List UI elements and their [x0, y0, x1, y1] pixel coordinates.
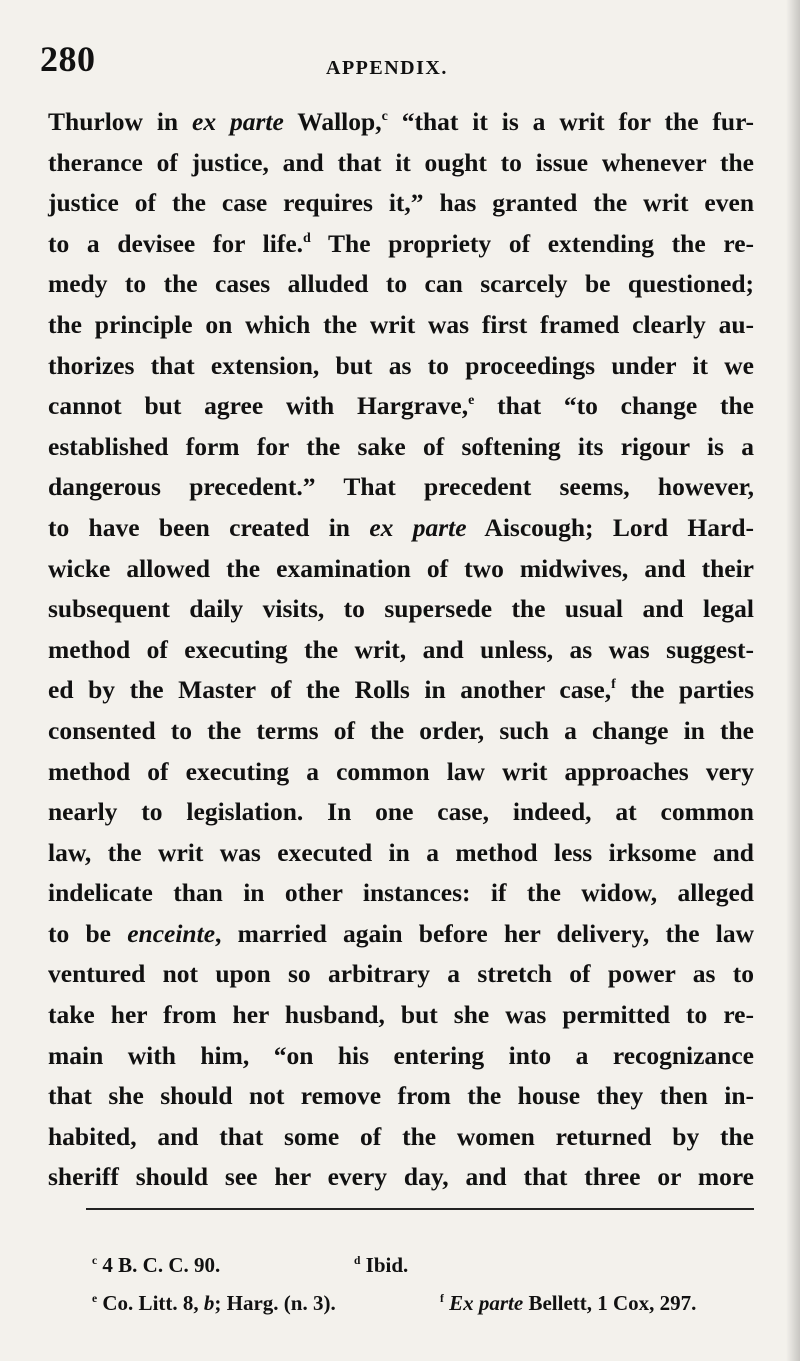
footnote-c: [92, 1246, 354, 1284]
text-line: [48, 873, 754, 914]
text-line: [48, 792, 754, 833]
text-run: justice of the case requires it,” has granted the writ even: [48, 188, 754, 218]
text-run: sheriff should see her every day, and that three or more: [48, 1162, 754, 1192]
footnote-d: [354, 1246, 408, 1284]
text-run: subsequent daily visits, to supersede the usual and legal: [48, 594, 754, 624]
footnote-text: [449, 1291, 696, 1315]
footnote-e: [92, 1284, 440, 1322]
text-line: [48, 914, 754, 955]
page-number: 280: [40, 39, 96, 79]
text-run: The propriety of extending the re-: [310, 228, 754, 258]
text-run: ventured not upon so arbitrary a stretch of power as to: [48, 959, 754, 989]
footnote-text: 4 B. C. C. 90.: [102, 1253, 221, 1277]
italic-run: enceinte: [127, 918, 216, 948]
text-line: [48, 995, 754, 1036]
footnote-rule: [86, 1208, 754, 1210]
text-run: consented to the terms of the order, such a change in the: [48, 715, 754, 745]
footnote-line-1: [92, 1246, 696, 1284]
text-run: thorizes that extension, but as to proceedings under it we: [48, 350, 754, 380]
text-line: [48, 305, 754, 346]
text-line: [48, 427, 754, 468]
text-run: established form for the sake of softening its rigour is a: [48, 431, 754, 461]
text-line: [48, 183, 754, 224]
text-run: “that it is a writ for the fur-: [387, 107, 754, 136]
text-line: [48, 711, 754, 752]
text-run: that “to change the: [474, 391, 754, 421]
text-run: method of executing the writ, and unless, as was suggest-: [48, 634, 754, 664]
footnote-mark: d: [354, 1254, 361, 1267]
text-run: the principle on which the writ was first framed clearly au-: [48, 309, 754, 339]
text-line: [48, 589, 754, 630]
text-line: [48, 1076, 754, 1117]
text-line: [48, 1157, 754, 1198]
text-run: ed by the Master of the Rolls in another case,: [48, 675, 612, 705]
text-run: cannot but agree with Hargrave,: [48, 391, 469, 421]
text-line: [48, 954, 754, 995]
text-line: [48, 549, 754, 590]
footnotes: [92, 1246, 696, 1322]
text-run: nearly to legislation. In one case, indeed, at common: [48, 797, 754, 827]
text-line: [48, 1036, 754, 1077]
footnote-ref: e: [468, 393, 475, 409]
text-line: [48, 752, 754, 793]
text-line: [48, 670, 754, 711]
text-run: ; Harg. (n. 3).: [214, 1291, 336, 1315]
text-run: main with him, “on his entering into a recognizance: [48, 1040, 754, 1070]
text-run: medy to the cases alluded to can scarcely be questioned;: [48, 269, 754, 299]
text-line: [48, 224, 754, 265]
text-line: [48, 102, 754, 143]
text-line: [48, 508, 754, 549]
text-run: take her from her husband, but she was permitted to re-: [48, 1000, 754, 1030]
footnote-line-2: [92, 1284, 696, 1322]
italic-run: ex parte: [369, 512, 467, 542]
text-line: [48, 1117, 754, 1158]
footnote-ref: d: [303, 230, 311, 246]
text-line: [48, 143, 754, 184]
italic-run: b: [203, 1291, 215, 1315]
text-line: [48, 833, 754, 874]
text-line: [48, 264, 754, 305]
text-run: Aiscough; Lord Hard-: [466, 512, 754, 542]
text-run: to have been created in: [48, 512, 370, 542]
footnote-text: [102, 1291, 335, 1315]
footnote-ref: f: [611, 677, 616, 693]
footnote-f: [440, 1284, 696, 1322]
body-text: [48, 102, 754, 1198]
italic-run: Ex parte: [449, 1291, 524, 1315]
page-edge-shadow: [786, 0, 800, 1361]
footnote-mark: e: [92, 1292, 98, 1305]
text-run: Co. Litt. 8,: [102, 1291, 204, 1315]
italic-run: ex parte: [192, 107, 284, 136]
text-run: method of executing a common law writ approaches very: [48, 756, 754, 786]
text-line: [48, 346, 754, 387]
running-head: APPENDIX.: [326, 57, 448, 79]
text-run: , married again before her delivery, the law: [215, 918, 754, 948]
text-run: Bellett, 1 Cox, 297.: [523, 1291, 697, 1315]
text-run: habited, and that some of the women returned by the: [48, 1121, 754, 1151]
text-line: [48, 630, 754, 671]
text-line: [48, 467, 754, 508]
text-run: dangerous precedent.” That precedent seems, however,: [48, 472, 754, 502]
text-run: indelicate than in other instances: if the widow, alleged: [48, 878, 754, 908]
text-run: that she should not remove from the house they then in-: [48, 1081, 754, 1111]
text-run: to a devisee for life.: [48, 228, 304, 258]
text-run: wicke allowed the examination of two midwives, and their: [48, 553, 754, 583]
text-run: to be: [48, 918, 128, 948]
footnote-text: Ibid.: [365, 1253, 409, 1277]
text-run: Wallop,: [283, 107, 382, 136]
footnote-mark: f: [440, 1292, 444, 1305]
text-run: law, the writ was executed in a method less irksome and: [48, 837, 754, 867]
text-line: [48, 386, 754, 427]
footnote-ref: c: [381, 109, 388, 125]
text-run: Thurlow in: [48, 107, 193, 136]
footnote-mark: c: [92, 1254, 98, 1267]
text-run: the parties: [615, 675, 754, 705]
text-run: therance of justice, and that it ought to issue whenever the: [48, 147, 754, 177]
